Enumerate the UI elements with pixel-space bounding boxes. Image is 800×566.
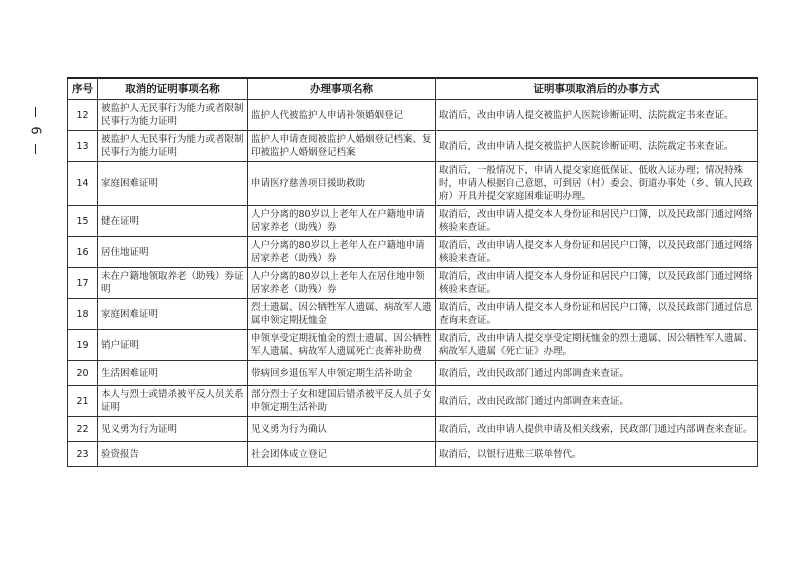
cell-serial: 21: [68, 386, 98, 417]
table-row: [68, 361, 758, 386]
table-row: [68, 206, 758, 237]
cell-item-name: 人户分离的80岁以上老年人在户籍地申请居家养老（助残）券: [248, 206, 436, 237]
cell-method: 取消后，改由申请人提交被监护人医院诊断证明、法院裁定书来查证。: [436, 131, 758, 162]
cell-cert-name: 家庭困难证明: [98, 162, 248, 206]
cell-cert-name: 健在证明: [98, 206, 248, 237]
header-method: 证明事项取消后的办事方式: [436, 78, 758, 100]
cell-item-name: 部分烈士子女和建国后错杀被平反人员子女申领定期生活补助: [248, 386, 436, 417]
table-row: [68, 162, 758, 206]
cell-item-name: 人户分离的80岁以上老年人在居住地申领居家养老（助残）券: [248, 268, 436, 299]
cell-cert-name: 本人与烈士或错杀被平反人员关系证明: [98, 386, 248, 417]
cell-item-name: 监护人代被监护人申请补领婚姻登记: [248, 100, 436, 131]
cell-cert-name: 家庭困难证明: [98, 299, 248, 330]
cell-serial: 20: [68, 361, 98, 386]
cell-item-name: 监护人申请查阅被监护人婚姻登记档案、复印被监护人婚姻登记档案: [248, 131, 436, 162]
header-serial: 序号: [68, 78, 98, 100]
cell-serial: 23: [68, 442, 98, 467]
cell-cert-name: 居住地证明: [98, 237, 248, 268]
cell-method: 取消后，改由民政部门通过内部调查来查证。: [436, 361, 758, 386]
cell-method: 取消后，改由申请人提供申请及相关线索，民政部门通过内部调查来查证。: [436, 417, 758, 442]
cell-cert-name: 验资报告: [98, 442, 248, 467]
cell-serial: 13: [68, 131, 98, 162]
cell-item-name: 烈士遗属、因公牺牲军人遗属、病故军人遗属申领定期抚恤金: [248, 299, 436, 330]
cell-method: 取消后，改由申请人提交被监护人医院诊断证明、法院裁定书来查证。: [436, 100, 758, 131]
cell-serial: 12: [68, 100, 98, 131]
cell-method: 取消后，改由申请人提交本人身份证和居民户口簿，以及民政部门通过网络核验来查证。: [436, 268, 758, 299]
table-row: [68, 442, 758, 467]
table-header-row: [68, 78, 758, 100]
table-row: [68, 268, 758, 299]
table-row: [68, 330, 758, 361]
cell-cert-name: 销户证明: [98, 330, 248, 361]
cell-method: 取消后，一般情况下，申请人提交家庭低保证、低收入证办理；情况特殊时，申请人根据自己意愿，可到居（村）委会、街道办事处（乡、镇人民政府）开具并提交家庭困难证明办理。: [436, 162, 758, 206]
cell-item-name: 见义勇为行为确认: [248, 417, 436, 442]
cell-serial: 18: [68, 299, 98, 330]
table-row: [68, 237, 758, 268]
cell-serial: 16: [68, 237, 98, 268]
cell-item-name: 申领享受定期抚恤金的烈士遗属、因公牺牲军人遗属、病故军人遗属死亡丧葬补助费: [248, 330, 436, 361]
cell-method: 取消后，改由申请人提交本人身份证和居民户口簿，以及民政部门通过信息查询来查证。: [436, 299, 758, 330]
cell-serial: 22: [68, 417, 98, 442]
table-row: [68, 417, 758, 442]
cell-item-name: 申请医疗慈善项目援助救助: [248, 162, 436, 206]
page-number-value: 6: [27, 125, 43, 135]
cell-cert-name: 被监护人无民事行为能力或者限制民事行为能力证明: [98, 131, 248, 162]
cell-serial: 15: [68, 206, 98, 237]
cell-cert-name: 见义勇为行为证明: [98, 417, 248, 442]
page-number: [26, 100, 44, 160]
cell-method: 取消后，以银行进账三联单替代。: [436, 442, 758, 467]
table-row: [68, 100, 758, 131]
cell-cert-name: 被监护人无民事行为能力或者限制民事行为能力证明: [98, 100, 248, 131]
cell-serial: 19: [68, 330, 98, 361]
page-number-dash-top: [35, 107, 36, 117]
certificate-table: [67, 77, 758, 467]
cell-method: 取消后，改由民政部门通过内部调查来查证。: [436, 386, 758, 417]
cell-method: 取消后，改由申请人提交享受定期抚恤金的烈士遗属、因公牺牲军人遗属、病故军人遗属《死亡证》办理。: [436, 330, 758, 361]
table-row: [68, 131, 758, 162]
cell-serial: 14: [68, 162, 98, 206]
cell-method: 取消后，改由申请人提交本人身份证和居民户口簿，以及民政部门通过网络核验来查证。: [436, 237, 758, 268]
page-number-dash-bottom: [35, 144, 36, 154]
cell-cert-name: 未在户籍地领取养老（助残）券证明: [98, 268, 248, 299]
cell-item-name: 带病回乡退伍军人申领定期生活补助金: [248, 361, 436, 386]
header-item-name: 办理事项名称: [248, 78, 436, 100]
cell-item-name: 人户分离的80岁以上老年人在户籍地申请居家养老（助残）券: [248, 237, 436, 268]
header-cert-name: 取消的证明事项名称: [98, 78, 248, 100]
cell-item-name: 社会团体成立登记: [248, 442, 436, 467]
cell-cert-name: 生活困难证明: [98, 361, 248, 386]
cell-serial: 17: [68, 268, 98, 299]
table-row: [68, 299, 758, 330]
cell-method: 取消后，改由申请人提交本人身份证和居民户口簿，以及民政部门通过网络核验来查证。: [436, 206, 758, 237]
table-row: [68, 386, 758, 417]
